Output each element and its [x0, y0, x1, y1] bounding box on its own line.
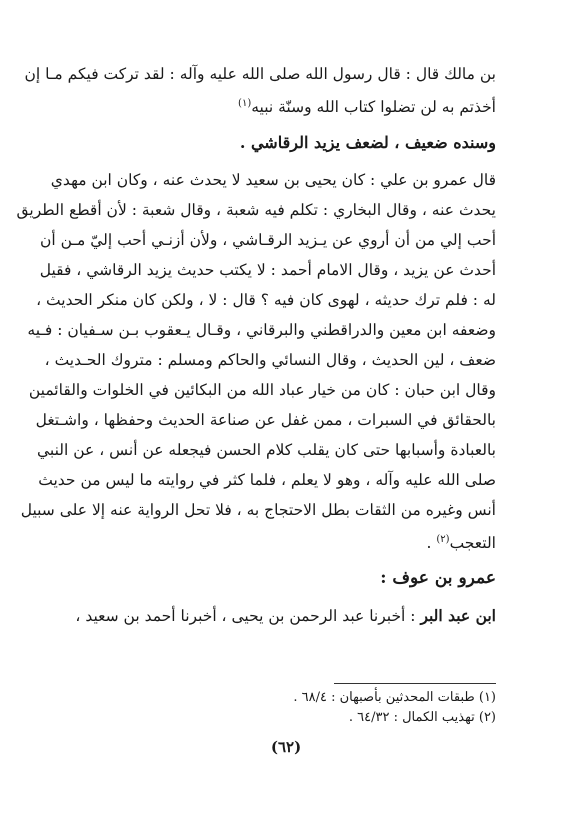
- body-line-end: .: [426, 534, 437, 553]
- body-line: [76, 92, 496, 116]
- footnote: (١) طبقات المحدثين بأصبهان : ٦٨/٤ .: [293, 690, 496, 705]
- body-line: بن مالك قال : قال رسول الله صلى الله عليه وآله : لقد تركت فيكم مـا إن: [24, 65, 496, 83]
- isnad-note: وسنده ضعيف ، لضعف يزيد الرقاشي .: [239, 133, 496, 152]
- body-line: أنس وغيره من الثقات بطل الاحتجاج به ، فلا تحل الرواية عنه إلا على سبيل: [20, 501, 496, 519]
- footnote: (٢) تهذيب الكمال : ٦٤/٣٢ .: [348, 710, 496, 725]
- footnote-ref: (٢): [436, 534, 450, 545]
- body-line: وقال ابن حبان : كان من خيار عباد الله من البكائين في الخلوات والقائمين: [28, 381, 496, 399]
- section-heading: عمرو بن عوف :: [380, 568, 496, 588]
- source-label: ابن عبد البر: [420, 606, 496, 625]
- footnote-ref: (١): [238, 98, 252, 109]
- source-text: : أخبرنا عبد الرحمن بن يحيى ، أخبرنا أحمد بن سعيد ،: [75, 607, 421, 625]
- source-line: [76, 604, 496, 628]
- body-line: يحدث عنه ، وقال البخاري : تكلم فيه شعبة ، وقال شعبة : لأن أقطع الطريق: [16, 201, 496, 219]
- page-number: (٦٢): [270, 738, 302, 756]
- footnote-divider: [334, 683, 496, 684]
- body-line: ضعف ، لين الحديث ، وقال النسائي والحاكم ومسلم : متروك الحـديث ،: [44, 351, 496, 369]
- body-line-text: أخذتم به لن تضلوا كتاب الله وسنّة نبيه: [251, 98, 496, 117]
- body-line: وضعفه ابن معين والدراقطني والبرقاني ، وقـال يـعقوب بـن سـفيان : فـيه: [27, 321, 496, 339]
- body-line: أحب إلي من أن أروي عن يـزيد الرقـاشي ، ولأن أزنـي أحب إليّ مـن أن: [40, 231, 496, 249]
- body-line: له : فلم ترك حديثه ، لهوى كان فيه ؟ قال : لا ، ولكن كان منكر الحديث ،: [36, 291, 496, 309]
- body-line: [76, 528, 496, 552]
- body-line: بالحقائق في السبرات ، ممن غفل عن صناعة الحديث وحفظها ، واشـتغل: [35, 411, 496, 429]
- body-line-text: التعجب: [449, 534, 496, 553]
- body-line: أحدث عن يزيد ، وقال الامام أحمد : لا يكتب حديث يزيد الرقاشي ، فقيل: [39, 261, 496, 279]
- body-line: قال عمرو بن علي : كان يحيى بن سعيد لا يحدث عنه ، وكان ابن مهدي: [50, 171, 496, 189]
- body-line: بالعبادة وأسبابها حتى كان يقلب كلام الحسن فيجعله عن أنس ، عن النبي: [37, 441, 496, 459]
- body-line: صلى الله عليه وآله ، وهو لا يعلم ، فلما كثر في روايته ما ليس من حديث: [38, 471, 496, 489]
